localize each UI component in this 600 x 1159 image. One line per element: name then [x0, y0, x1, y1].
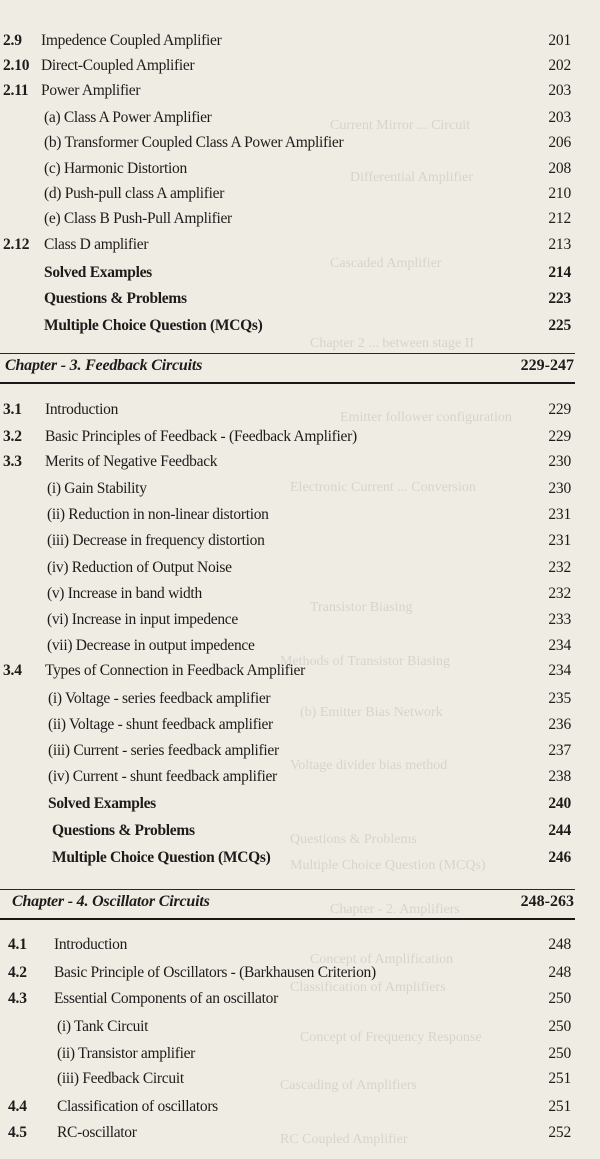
page-number: 232: [548, 585, 571, 602]
section-title: (ii) Reduction in non-linear distortion: [47, 506, 269, 523]
toc-row-mcqs[interactable]: [0, 314, 600, 338]
toc-row-4-2[interactable]: [0, 961, 600, 985]
section-title: (iv) Current - shunt feedback amplifier: [48, 768, 277, 785]
section-number: 4.5: [8, 1124, 27, 1141]
section-number: 2.10: [3, 57, 30, 74]
section-title: Solved Examples: [44, 264, 152, 281]
rule-divider: [0, 382, 575, 384]
page-number: 252: [548, 1124, 571, 1141]
section-title: (i) Gain Stability: [47, 480, 147, 497]
page-number: 235: [548, 690, 571, 707]
toc-row-3-4-ii[interactable]: [0, 713, 600, 737]
toc-row-4-5[interactable]: [0, 1121, 600, 1145]
page-number: 213: [548, 236, 571, 253]
toc-row-questions-problems[interactable]: [0, 287, 600, 311]
section-title: (e) Class B Push-Pull Amplifier: [44, 210, 232, 227]
page-number: 248: [548, 936, 571, 953]
section-title: (ii) Voltage - shunt feedback amplifier: [48, 716, 273, 733]
section-title: Questions & Problems: [44, 290, 187, 307]
toc-row-4-3-ii[interactable]: [0, 1042, 600, 1066]
toc-row-3-3-ii[interactable]: [0, 503, 600, 527]
page-number: 206: [548, 134, 571, 151]
toc-row-3-4-i[interactable]: [0, 687, 600, 711]
section-title: Introduction: [54, 936, 128, 953]
section-number: 4.2: [8, 964, 27, 981]
section-title: (vi) Increase in input impedence: [47, 611, 238, 628]
page-number: 240: [548, 795, 571, 812]
page-number: 229: [548, 428, 571, 445]
section-title: (d) Push-pull class A amplifier: [44, 185, 225, 202]
section-title: Questions & Problems: [52, 822, 195, 839]
page-number: 223: [548, 290, 571, 307]
section-title: (a) Class A Power Amplifier: [44, 109, 212, 126]
page-number: 251: [548, 1070, 571, 1087]
chapter-title: Chapter - 3. Feedback Circuits: [5, 357, 203, 374]
section-title: Basic Principle of Oscillators - (Barkhausen Criterion): [54, 964, 376, 981]
rule-divider: [0, 889, 575, 890]
section-number: 2.12: [3, 236, 30, 253]
page-number: 237: [548, 742, 571, 759]
section-title: (b) Transformer Coupled Class A Power Amplifier: [44, 134, 344, 151]
section-title: (iii) Current - series feedback amplifier: [48, 742, 279, 759]
page-number: 246: [548, 849, 571, 866]
section-title: (vii) Decrease in output impedence: [47, 637, 255, 654]
section-title: Essential Components of an oscillator: [54, 990, 278, 1007]
section-title: Multiple Choice Question (MCQs): [52, 849, 271, 866]
toc-row-2-11[interactable]: [0, 79, 600, 103]
section-title: Direct-Coupled Amplifier: [41, 57, 195, 74]
toc-row-3-2[interactable]: [0, 425, 600, 449]
page-number: 229: [548, 401, 571, 418]
page-number: 212: [548, 210, 571, 227]
page-number: 231: [548, 532, 571, 549]
page-number: 208: [548, 160, 571, 177]
toc-row-4-4[interactable]: [0, 1095, 600, 1119]
section-title: Class D amplifier: [44, 236, 149, 253]
toc-row-2-11-a[interactable]: [0, 106, 600, 130]
section-number: 2.11: [3, 82, 29, 99]
page-number: 238: [548, 768, 571, 785]
page-number: 214: [548, 264, 571, 281]
section-title: (iii) Feedback Circuit: [57, 1070, 184, 1087]
page-number: 251: [548, 1098, 571, 1115]
rule-divider: [0, 918, 575, 920]
toc-row-2-11-d[interactable]: [0, 182, 600, 206]
section-title: Power Amplifier: [41, 82, 141, 99]
section-title: Merits of Negative Feedback: [45, 453, 218, 470]
page-number: 203: [548, 82, 571, 99]
page-number: 234: [548, 637, 571, 654]
toc-row-3-3-v[interactable]: [0, 582, 600, 606]
toc-row-2-12[interactable]: [0, 233, 600, 257]
section-title: (v) Increase in band width: [47, 585, 202, 602]
section-title: Impedence Coupled Amplifier: [41, 32, 222, 49]
toc-row-3-4-iv[interactable]: [0, 765, 600, 789]
page-number: 236: [548, 716, 571, 733]
toc-row-solved-examples[interactable]: [0, 261, 600, 285]
toc-row-3-3[interactable]: [0, 450, 600, 474]
section-title: Introduction: [45, 401, 119, 418]
section-number: 3.1: [3, 401, 22, 418]
toc-row-3-3-iv[interactable]: [0, 556, 600, 580]
toc-row-4-3[interactable]: [0, 987, 600, 1011]
page-number: 202: [548, 57, 571, 74]
section-title: (c) Harmonic Distortion: [44, 160, 187, 177]
section-title: Multiple Choice Question (MCQs): [44, 317, 263, 334]
toc-row-2-11-b[interactable]: [0, 131, 600, 155]
chapter-3-header[interactable]: [0, 353, 600, 383]
toc-row-3-3-vi[interactable]: [0, 608, 600, 632]
section-title: Types of Connection in Feedback Amplifier: [45, 662, 305, 679]
toc-row-3-1[interactable]: [0, 398, 600, 422]
section-number: 3.4: [3, 662, 22, 679]
section-number: 3.3: [3, 453, 22, 470]
page-number: 250: [548, 1045, 571, 1062]
toc-row-questions-problems[interactable]: [0, 819, 600, 843]
section-title: (ii) Transistor amplifier: [57, 1045, 196, 1062]
toc-row-2-10[interactable]: [0, 54, 600, 78]
page-number: 233: [548, 611, 571, 628]
chapter-page-range: 229-247: [520, 357, 574, 374]
section-number: 4.4: [8, 1098, 27, 1115]
page-number: 232: [548, 559, 571, 576]
toc-row-2-11-e[interactable]: [0, 207, 600, 231]
toc-row-4-1[interactable]: [0, 933, 600, 957]
page-number: 231: [548, 506, 571, 523]
toc-row-mcqs[interactable]: [0, 846, 600, 870]
toc-row-2-9[interactable]: [0, 29, 600, 53]
page-number: 248: [548, 964, 571, 981]
page-number: 201: [548, 32, 571, 49]
toc-row-2-11-c[interactable]: [0, 157, 600, 181]
section-title: RC-oscillator: [57, 1124, 137, 1141]
section-title: Solved Examples: [48, 795, 156, 812]
section-title: (iv) Reduction of Output Noise: [47, 559, 232, 576]
page-number: 234: [548, 662, 571, 679]
section-number: 4.1: [8, 936, 27, 953]
section-title: (i) Tank Circuit: [57, 1018, 149, 1035]
toc-row-3-3-iii[interactable]: [0, 529, 600, 553]
chapter-title: Chapter - 4. Oscillator Circuits: [12, 893, 210, 910]
chapter-page-range: 248-263: [520, 893, 574, 910]
section-title: (i) Voltage - series feedback amplifier: [48, 690, 271, 707]
section-title: Classification of oscillators: [57, 1098, 218, 1115]
toc-row-4-3-i[interactable]: [0, 1015, 600, 1039]
section-title: Basic Principles of Feedback - (Feedback Amplifier): [45, 428, 357, 445]
page-number: 244: [548, 822, 571, 839]
toc-row-solved-examples[interactable]: [0, 792, 600, 816]
toc-row-4-3-iii[interactable]: [0, 1067, 600, 1091]
chapter-4-header[interactable]: [0, 889, 600, 919]
toc-row-3-3-i[interactable]: [0, 477, 600, 501]
page-number: 210: [548, 185, 571, 202]
toc-row-3-4-iii[interactable]: [0, 739, 600, 763]
page-number: 225: [548, 317, 571, 334]
page-number: 230: [548, 480, 571, 497]
rule-divider: [0, 353, 575, 354]
page-number: 250: [548, 1018, 571, 1035]
section-title: (iii) Decrease in frequency distortion: [47, 532, 265, 549]
toc-row-3-3-vii[interactable]: [0, 634, 600, 658]
page-number: 250: [548, 990, 571, 1007]
page-number: 230: [548, 453, 571, 470]
section-number: 2.9: [3, 32, 22, 49]
section-number: 4.3: [8, 990, 27, 1007]
page-number: 203: [548, 109, 571, 126]
toc-row-3-4[interactable]: [0, 659, 600, 683]
section-number: 3.2: [3, 428, 22, 445]
